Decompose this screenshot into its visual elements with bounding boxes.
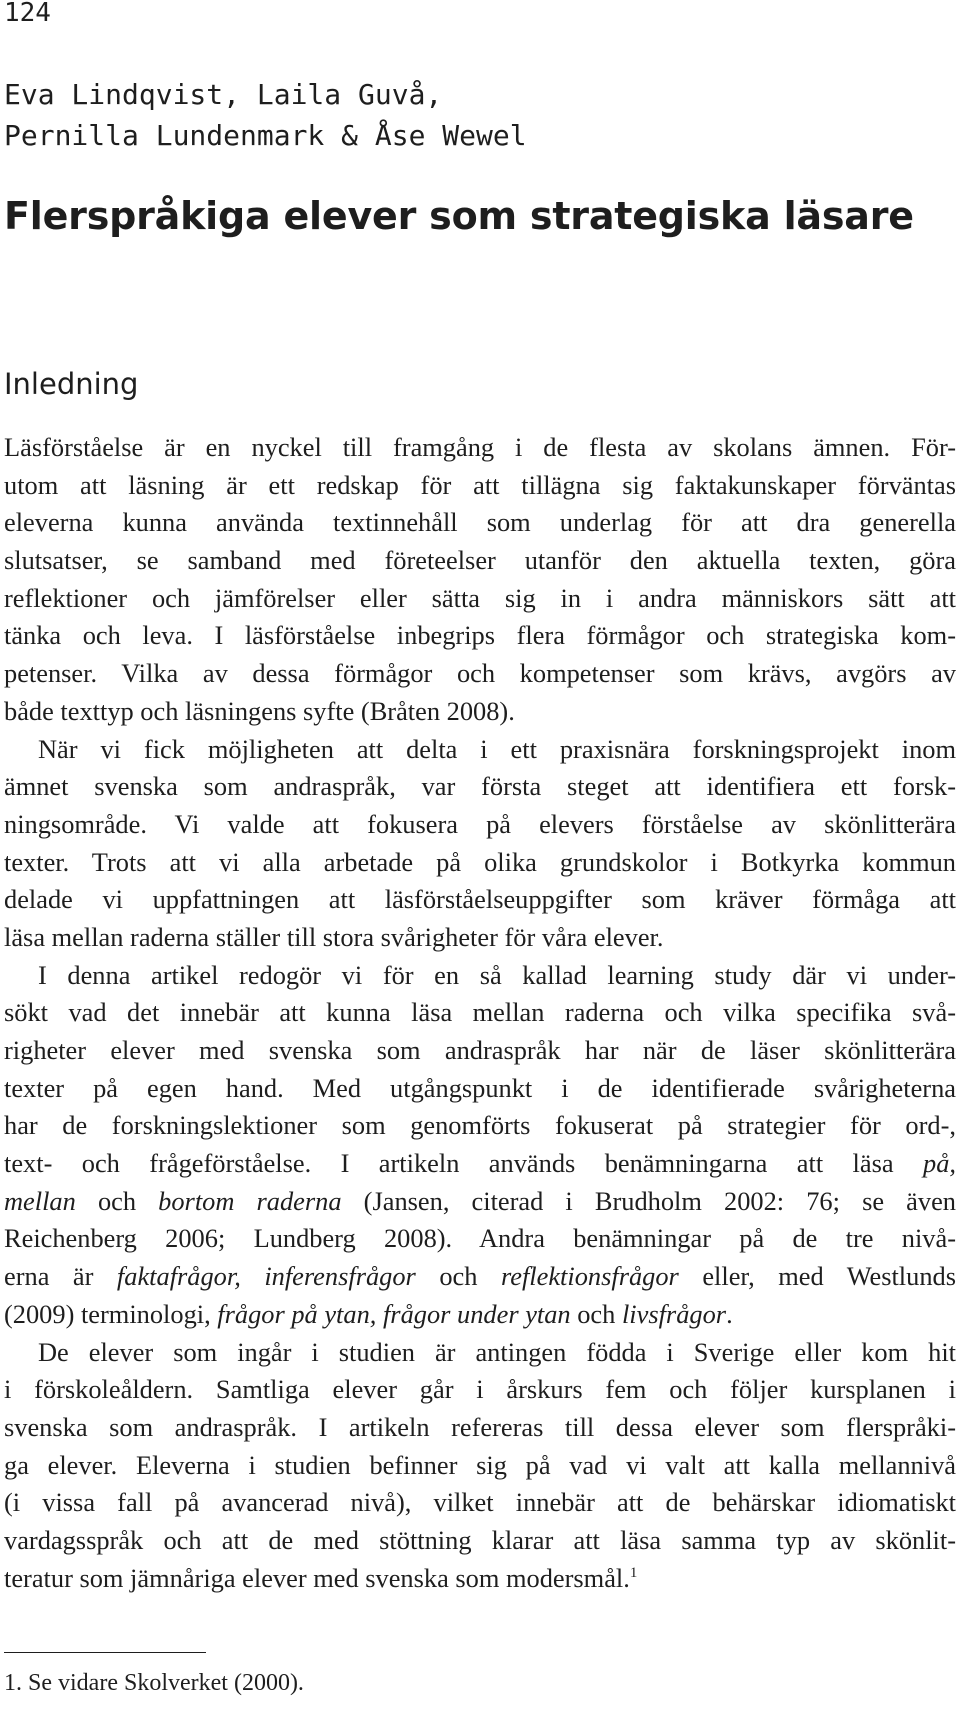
text-line: mellan och bortom raderna (Jansen, citerad i Brudholm 2002: 76; se även xyxy=(4,1185,956,1216)
text-line: i förskoleåldern. Samtliga elever går i årskurs fem och följer kursplanen i xyxy=(4,1374,956,1405)
footnote-divider xyxy=(4,1652,206,1653)
text-line: (i vissa fall på avancerad nivå), vilket innebär att de behärskar idiomatiskt xyxy=(4,1487,956,1518)
text-line: svenska som andraspråk. I artikeln refereras till dessa elever som flerspråki- xyxy=(4,1411,956,1442)
text-line: petenser. Vilka av dessa förmågor och kompetenser som krävs, avgörs av xyxy=(4,658,956,689)
text-line: vardagsspråk och att de med stöttning klarar att läsa samma typ av skönlit- xyxy=(4,1524,956,1555)
text-line: När vi fick möjligheten att delta i ett praxisnära forskningsprojekt inom xyxy=(38,733,956,764)
author-line: Pernilla Lundenmark & Åse Wewel xyxy=(4,119,527,152)
text-line: reflektioner och jämförelser eller sätta sig in i andra människors sätt att xyxy=(4,582,956,613)
text-line: eleverna kunna använda textinnehåll som underlag för att dra generella xyxy=(4,507,956,538)
article-title: Flerspråkiga elever som strategiska läsare xyxy=(4,194,914,238)
author-line: Eva Lindqvist, Laila Guvå, xyxy=(4,78,443,111)
footnote-marker: 1 xyxy=(629,1564,638,1581)
text-line: utom att läsning är ett redskap för att tillägna sig faktakunskaper förväntas xyxy=(4,469,956,500)
text-line: har de forskningslektioner som genomförts fokuserat på strategier för ord-, xyxy=(4,1110,956,1141)
text-line: texter. Trots att vi alla arbetade på olika grundskolor i Botkyrka kommun xyxy=(4,846,956,877)
text-line: tänka och leva. I läsförståelse inbegrips flera förmågor och strategiska kom- xyxy=(4,620,956,651)
text-line: texter på egen hand. Med utgångspunkt i de identifierade svårigheterna xyxy=(4,1072,956,1103)
text-line: ga elever. Eleverna i studien befinner sig på vad vi valt att kalla mellannivå xyxy=(4,1449,956,1480)
text-line: Reichenberg 2006; Lundberg 2008). Andra benämningar på de tre nivå- xyxy=(4,1223,956,1254)
text-line: erna är faktafrågor, inferensfrågor och reflektionsfrågor eller, med Westlunds xyxy=(4,1261,957,1292)
text-line: I denna artikel redogör vi för en så kallad learning study där vi under- xyxy=(38,959,956,990)
text-line: ämnet svenska som andraspråk, var första steget att identifiera ett forsk- xyxy=(4,771,956,802)
section-heading: Inledning xyxy=(4,367,139,401)
authors xyxy=(4,74,527,156)
text-line: righeter elever med svenska som andraspråk har när de läser skönlitterära xyxy=(4,1035,956,1065)
text-line: sökt vad det innebär att kunna läsa mellan raderna och vilka specifika svå- xyxy=(4,997,956,1028)
text-line: slutsatser, se samband med företeelser utanför den aktuella texten, göra xyxy=(4,545,956,576)
text-line: teratur som jämnåriga elever med svenska som modersmål.$^1$ xyxy=(4,1562,638,1593)
text-line: De elever som ingår i studien är antingen födda i Sverige eller kom hit xyxy=(38,1336,956,1367)
text-line: Läsförståelse är en nyckel till framgång i de flesta av skolans ämnen. För- xyxy=(4,432,956,462)
text-line: delade vi uppfattningen att läsförståelseuppgifter som kräver förmåga att xyxy=(4,884,956,915)
footnote: 1. Se vidare Skolverket (2000). xyxy=(4,1670,304,1696)
text-line: ningsområde. Vi valde att fokusera på elevers förståelse av skönlitterära xyxy=(4,808,956,839)
text-line: text- och frågeförståelse. I artikeln används benämningarna att läsa på, xyxy=(4,1148,956,1179)
body-text xyxy=(4,429,956,1597)
text-line: läsa mellan raderna ställer till stora svårigheter för våra elever. xyxy=(4,921,664,952)
page-number: 124 xyxy=(4,0,51,28)
text-line: (2009) terminologi, frågor på ytan, frågor under ytan och livsfrågor. xyxy=(4,1298,733,1329)
text-line: både texttyp och läsningens syfte (Bråten 2008). xyxy=(4,695,515,726)
